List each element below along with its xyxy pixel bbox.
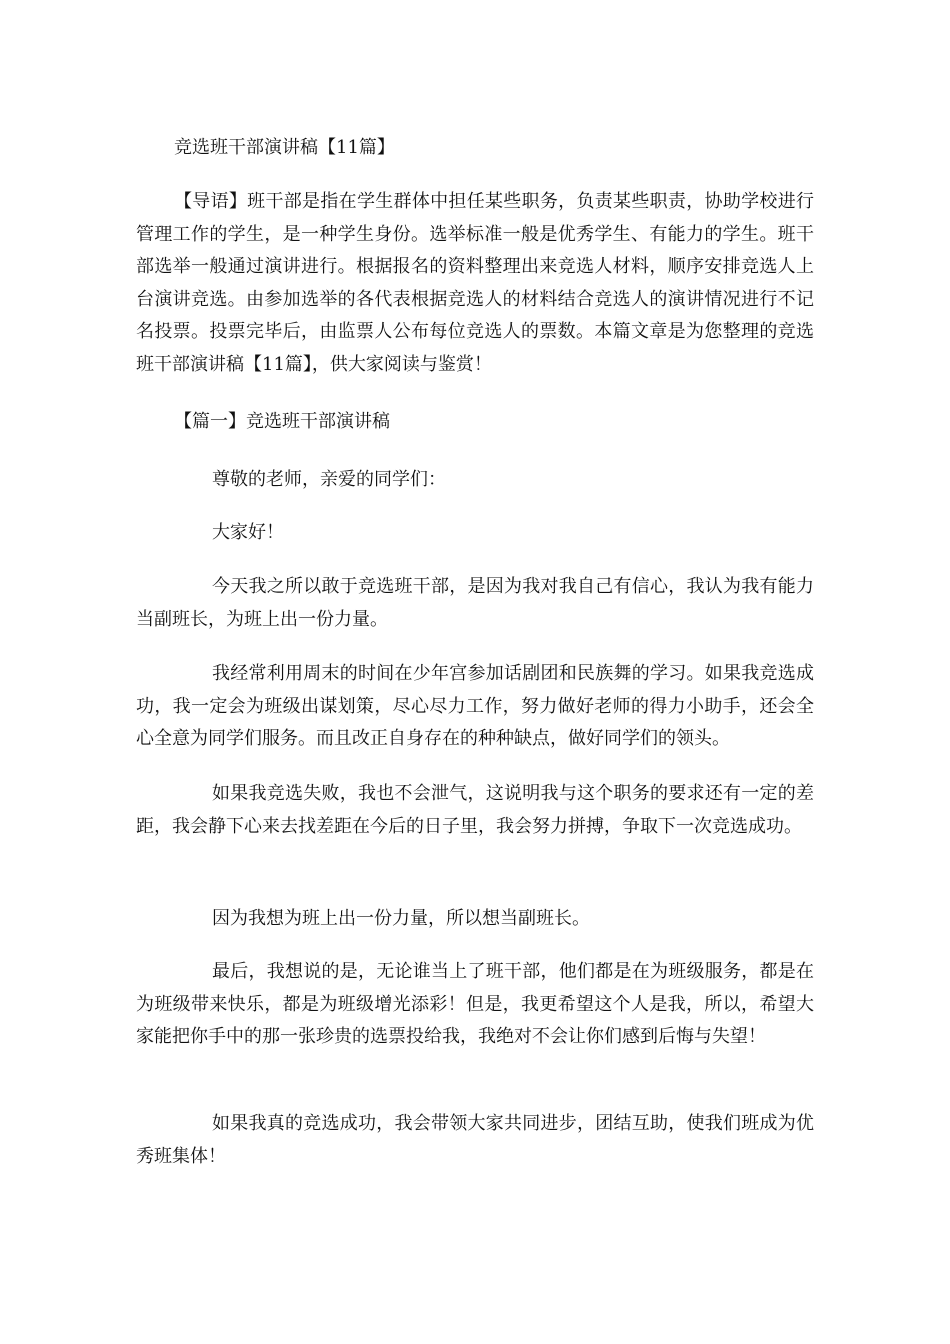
body-paragraph: 最后，我想说的是，无论谁当上了班干部，他们都是在为班级服务，都是在为班级带来快乐，都是为班级增光添彩！但是，我更希望这个人是我，所以，希望大家能把你手中的那一张珍贵的选票投给我，我绝对不会让你们感到后悔与失望！ xyxy=(136,961,814,1047)
body-paragraph: 因为我想为班上出一份力量，所以想当副班长。 xyxy=(212,908,590,929)
body-paragraph: 我经常利用周末的时间在少年宫参加话剧团和民族舞的学习。如果我竞选成功，我一定会为班级出谋划策，尽心尽力工作，努力做好老师的得力小助手，还会全心全意为同学们服务。而且改正自身存在的种种缺点，做好同学们的领头。 xyxy=(136,663,814,749)
body-paragraph: 今天我之所以敢于竞选班干部，是因为我对我自己有信心，我认为我有能力当副班长，为班上出一份力量。 xyxy=(136,576,814,630)
intro-paragraph: 【导语】班干部是指在学生群体中担任某些职务，负责某些职责，协助学校进行管理工作的学生，是一种学生身份。选举标准一般是优秀学生、有能力的学生。班干部选举一般通过演讲进行。根据报名的资料整理出来竞选人材料，顺序安排竞选人上台演讲竞选。由参加选举的各代表根据竞选人的材料结合竞选人的演讲情况进行不记名投票。投票完毕后，由监票人公布每位竞选人的票数。本篇文章是为您整理的竞选班干部演讲稿【11篇】，供大家阅读与鉴赏！ xyxy=(136,191,814,375)
section-heading: 【篇一】竞选班干部演讲稿 xyxy=(174,411,390,432)
document-page xyxy=(136,0,814,1344)
body-paragraph: 如果我真的竞选成功，我会带领大家共同进步，团结互助，使我们班成为优秀班集体！ xyxy=(136,1113,814,1167)
salutation: 尊敬的老师，亲爱的同学们： xyxy=(212,469,446,490)
greeting: 大家好！ xyxy=(212,522,284,543)
document-title: 竞选班干部演讲稿【11篇】 xyxy=(174,137,395,158)
body-paragraph: 如果我竞选失败，我也不会泄气，这说明我与这个职务的要求还有一定的差距，我会静下心来去找差距在今后的日子里，我会努力拼搏，争取下一次竞选成功。 xyxy=(136,783,814,837)
